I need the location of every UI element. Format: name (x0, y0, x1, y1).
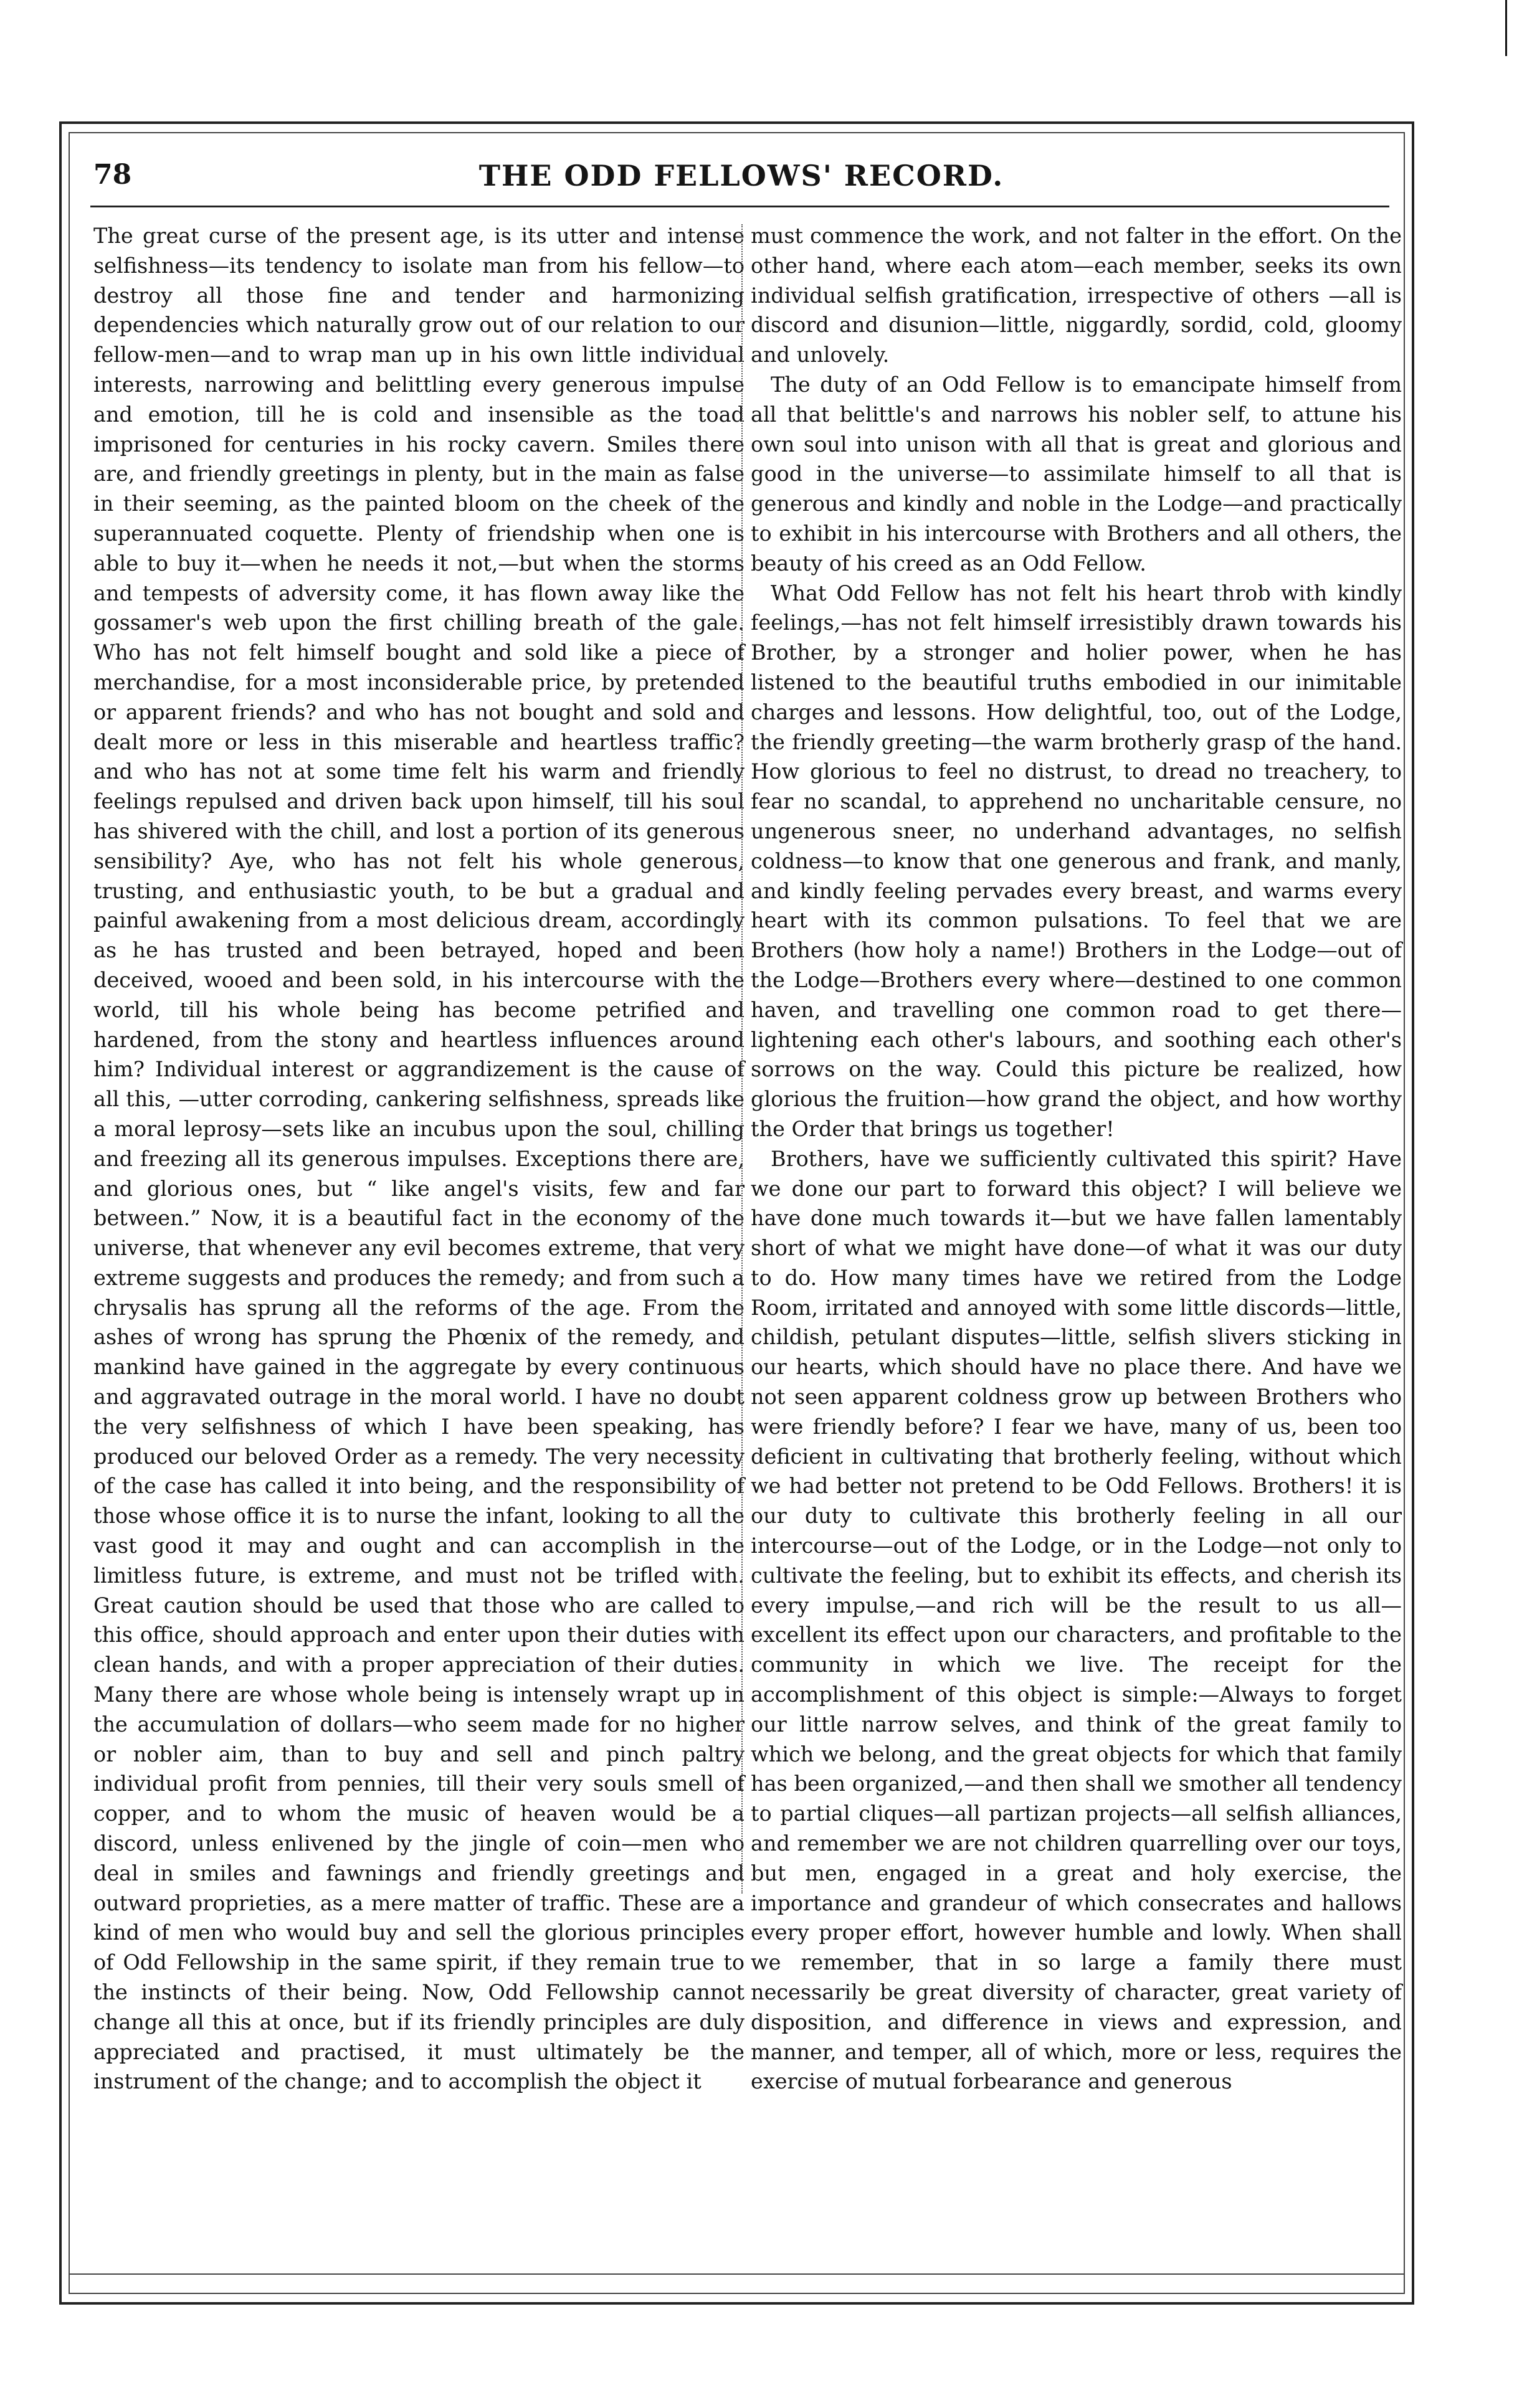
header-rule (90, 206, 1389, 207)
page-number: 78 (93, 159, 132, 191)
column-divider (741, 224, 744, 1894)
right-paragraph: must commence the work, and not falter in the effort. On the other hand, where each atom—each member, seeks its own individual selfish gratification, irrespective of others —all is discord and disunion—little, niggardly, sordid, cold, gloomy and unlovely. (751, 224, 1402, 367)
right-paragraph: The duty of an Odd Fellow is to emancipate himself from all that belittle's and narrows his nobler self, to attune his own soul into unison with all that is great and glorious and good in the universe—to assimilate himself to all that is generous and kindly and noble in the Lodge—and practically to exhibit in his intercourse with Brothers and all others, the beauty of his creed as an Odd Fellow. (751, 372, 1402, 576)
right-paragraph: What Odd Fellow has not felt his heart throb with kindly feelings,—has not felt himself irresistibly drawn towards his Brother, by a stronger and holier power, when he has listened to the beautiful truths embodied in our inimitable charges and lessons. How delightful, too, out of the Lodge, the friendly greeting—the warm brotherly grasp of the hand. How glorious to feel no distrust, to dread no treachery, to fear no scandal, to apprehend no uncharitable censure, no ungenerous sneer, no underhand advantages, no selfish coldness—to know that one generous and frank, and manly, and kindly feeling pervades every breast, and warms every heart with its common pulsations. To feel that we are Brothers (how holy a name!) Brothers in the Lodge—out of the Lodge—Brothers every where—destined to one common haven, and travelling one common road to get there—lightening each other's labours, and soothing each other's sorrows on the way. Could this picture be realized, how glorious the fruition—how grand the object, and how worthy the Order that brings us together! (751, 581, 1402, 1141)
page-edge-mark (1505, 0, 1507, 56)
left-column (93, 221, 745, 2097)
bottom-rule (69, 2273, 1405, 2275)
right-column (751, 221, 1402, 2097)
running-title: THE ODD FELLOWS' RECORD. (478, 159, 1004, 192)
left-paragraph: The great curse of the present age, is its utter and intense selfishness—its tendency to isolate man from his fellow—to destroy all those fine and tender and harmonizing dependencies which naturally grow out of our relation to our fellow-men—and to wrap man up in his own little individual interests, narrowing and belittling every generous impulse and emotion, till he is cold and insensible as the toad imprisoned for centuries in his rocky cavern. Smiles there are, and friendly greetings in plenty, but in the main as false in their seeming, as the painted bloom on the cheek of the superannuated coquette. Plenty of friendship when one is able to buy it—when he needs it not,—but when the storms and tempests of adversity come, it has flown away like the gossamer's web upon the first chilling breath of the gale. Who has not felt himself bought and sold like a piece of merchandise, for a most inconsiderable price, by pretended or apparent friends? and who has not bought and sold and dealt more or less in this miserable and heartless traffic? and who has not at some time felt his warm and friendly feelings repulsed and driven back upon himself, till his soul has shivered with the chill, and lost a portion of its generous sensibility? Aye, who has not felt his whole generous, trusting, and enthusiastic youth, to be but a gradual and painful awakening from a most delicious dream, accordingly as he has trusted and been betrayed, hoped and been deceived, wooed and been sold, in his intercourse with the world, till his whole being has become petrified and hardened, from the stony and heartless influences around him? Individual interest or aggrandizement is the cause of all this, —utter corroding, cankering selfishness, spreads like a moral leprosy—sets like an incubus upon the soul, chilling and freezing all its generous impulses. Exceptions there are, and glorious ones, but “ like angel's visits, few and far between.” Now, it is a beautiful fact in the economy of the universe, that whenever any evil becomes extreme, that very extreme suggests and produces the remedy; and from such a chrysalis has sprung all the reforms of the age. From the ashes of wrong has sprung the Phœnix of the remedy, and mankind have gained in the aggregate by every continuous and aggravated outrage in the moral world. I have no doubt the very selfishness of which I have been speaking, has produced our beloved Order as a remedy. The very necessity of the case has called it into being, and the responsibility of those whose office it is to nurse the infant, looking to all the vast good it may and ought and can accomplish in the limitless future, is extreme, and must not be trifled with. Great caution should be used that those who are called to this office, should approach and enter upon their duties with clean hands, and with a proper appreciation of their duties. Many there are whose whole being is intensely wrapt up in the accumulation of dollars—who seem made for no higher or nobler aim, than to buy and sell and pinch paltry individual profit from pennies, till their very souls smell of copper, and to whom the music of heaven would be a discord, unless enlivened by the jingle of coin—men who deal in smiles and fawnings and friendly greetings and outward proprieties, as a mere matter of traffic. These are a kind of men who would buy and sell the glorious principles of Odd Fellowship in the same spirit, if they remain true to the instincts of their being. Now, Odd Fellowship cannot change all this at once, but if its friendly principles are duly appreciated and practised, it must ultimately be the instrument of the change; and to accomplish the object it (93, 224, 745, 2094)
page-header (93, 159, 1389, 196)
right-paragraph: Brothers, have we sufficiently cultivated this spirit? Have we done our part to forward this object? I will believe we have done much towards it—but we have fallen lamentably short of what we might have done—of what it was our duty to do. How many times have we retired from the Lodge Room, irritated and annoyed with some little discords—little, childish, petulant disputes—little, selfish slivers sticking in our hearts, which should have no place there. And have we not seen apparent coldness grow up between Brothers who were friendly before? I fear we have, many of us, been too deficient in cultivating that brotherly feeling, without which we had better not pretend to be Odd Fellows. Brothers! it is our duty to cultivate this brotherly feeling in all our intercourse—out of the Lodge, or in the Lodge—not only to cultivate the feeling, but to exhibit its effects, and cherish its every impulse,—and rich will be the result to us all—excellent its effect upon our characters, and profitable to the community in which we live. The receipt for the accomplishment of this object is simple:—Always to forget our little narrow selves, and think of the great family to which we belong, and the great objects for which that family has been organized,—and then shall we smother all tendency to partial cliques—all partizan projects—all selfish alliances, and remember we are not children quarrelling over our toys, but men, engaged in a great and holy exercise, the importance and grandeur of which consecrates and hallows every proper effort, however humble and lowly. When shall we remember, that in so large a family there must necessarily be great diversity of character, great variety of disposition, and difference in views and expression, and manner, and temper, all of which, more or less, requires the exercise of mutual forbearance and generous (751, 1146, 1402, 2094)
